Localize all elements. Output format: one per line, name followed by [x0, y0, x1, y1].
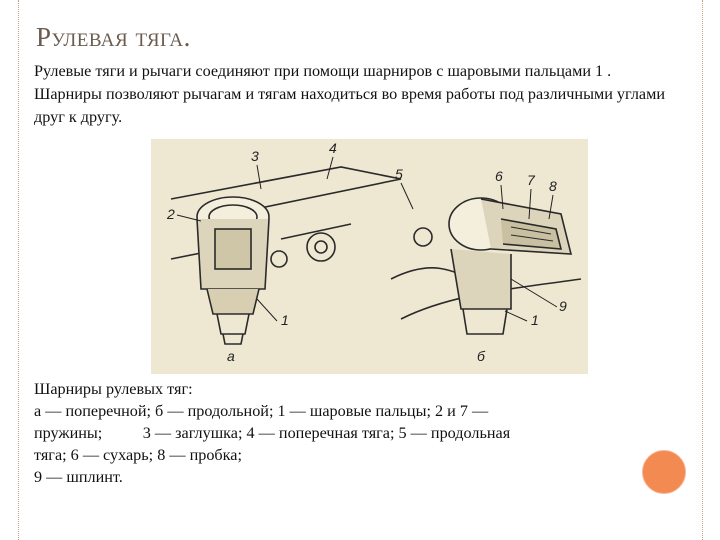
label-8: 8	[549, 178, 557, 194]
label-3: 3	[251, 148, 259, 164]
joint-drawing	[151, 139, 588, 374]
label-9: 9	[559, 298, 567, 314]
caption-line: Шарниры рулевых тяг:	[34, 380, 193, 398]
intro-paragraph: Рулевые тяги и рычаги соединяют при помощи шарниров с шаровыми пальцами 1 . Шарниры позволяют рычагам и тягам находиться во время работы под различными углами друг к другу.	[34, 62, 665, 126]
caption-line: 9 — шплинт.	[34, 468, 123, 486]
label-b: б	[477, 348, 485, 364]
label-1-b: 1	[531, 312, 539, 328]
steering-joints-figure	[151, 139, 588, 374]
caption-line: тяга; 6 — сухарь; 8 — пробка;	[34, 446, 242, 464]
left-frame-line	[18, 0, 20, 540]
figure-caption	[34, 378, 674, 488]
caption-line: а — поперечной; б — продольной; 1 — шаровые пальцы; 2 и 7 —	[34, 402, 489, 420]
page-title: Рулевая тяга.	[36, 22, 191, 52]
label-a: а	[227, 348, 235, 364]
label-6: 6	[495, 168, 503, 184]
label-2: 2	[167, 206, 175, 222]
right-frame-line	[702, 0, 704, 540]
label-5: 5	[395, 166, 403, 182]
label-7: 7	[527, 172, 535, 188]
decorative-circle-badge	[642, 450, 686, 494]
label-1-a: 1	[281, 312, 289, 328]
label-4: 4	[329, 140, 337, 156]
caption-line: пружины; 3 — заглушка; 4 — поперечная тяга; 5 — продольная	[34, 424, 511, 442]
